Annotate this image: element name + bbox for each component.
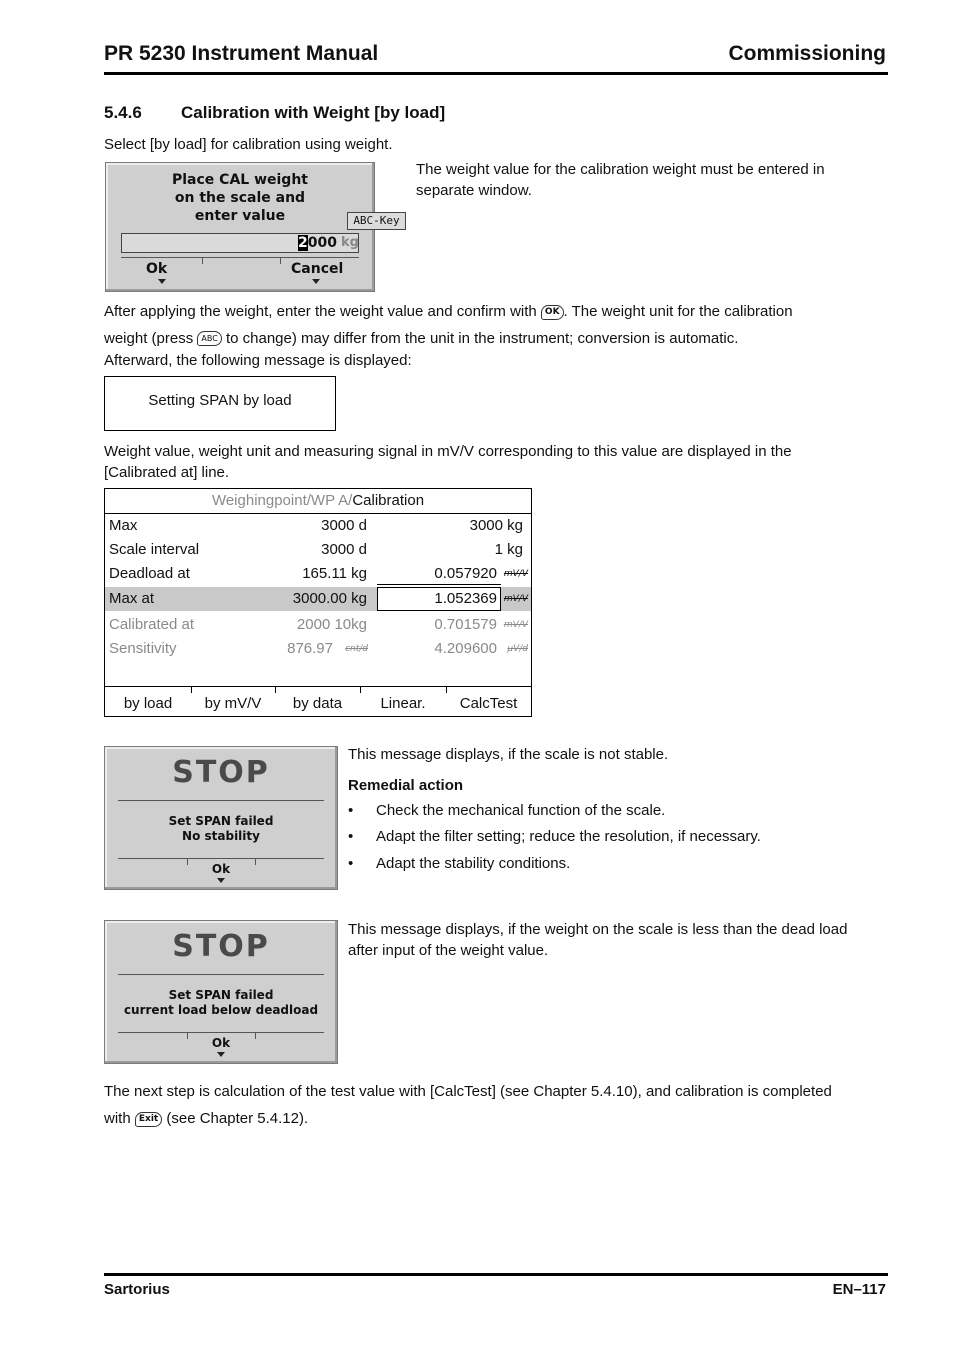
cal-weight-prompt [106,171,374,225]
list-item-text: Adapt the filter setting; reduce the resolution, if necessary. [376,828,761,845]
row-label: Max at [109,590,155,607]
softkey-calctest[interactable]: CalcTest [459,695,518,712]
softkey-divider [446,686,447,693]
softkey-by-data[interactable]: by data [292,695,343,712]
uv-per-d-icon: µV/d [507,644,528,654]
abc-key-icon: ABC [197,331,221,346]
row-label: Sensitivity [109,640,177,657]
row-value: 3000 d [321,517,367,534]
apply-text-1: After applying the weight, enter the weight value and confirm with [104,303,537,320]
list-item-text: Check the mechanical function of the scale. [376,802,666,819]
no-stability-text: This message displays, if the scale is not stable. [348,746,669,763]
softkey-rule [118,1032,324,1033]
row-label: Max [109,517,138,534]
footer-company: Sartorius [104,1281,170,1298]
list-item-text: Adapt the stability conditions. [376,855,571,872]
weight-unit: kg [341,235,359,250]
weight-window-note: The weight value for the calibration weight must be entered in separate window. [416,161,825,199]
table-row[interactable] [105,613,531,637]
softkey-by-mv-v[interactable]: by mV/V [204,695,262,712]
chapter-title: Commissioning [728,42,886,65]
stop-title: STOP [172,929,270,964]
row-value-2: 0.701579 [434,616,497,633]
span-message-text: Setting SPAN by load [148,392,292,409]
apply-text-4: to change) may differ from the unit in the instrument; conversion is automatic. [225,330,739,347]
mv-per-v-icon: mV/V [503,620,528,630]
below-deadload-text: This message displays, if the weight on the scale is less than the dead load after input of the weight value. [348,921,848,959]
row-value: 165.11 kg [302,565,367,582]
row-value: 3000.00 kg [292,590,367,607]
table-row[interactable] [105,562,531,586]
softkey-divider [280,257,281,264]
ok-key-icon: OK [541,305,564,320]
section-number: 5.4.6 [104,103,142,122]
ok-arrow-icon [217,1052,225,1057]
section-heading [104,103,445,123]
stop-message [105,814,337,844]
row-value: 2000 10kg [296,616,367,633]
stop-screen-below-deadload [104,920,338,1064]
prompt-line-2: on the scale and [174,190,306,206]
table-row[interactable] [105,538,531,562]
prompt-line-3: enter value [194,208,286,224]
ok-arrow-icon [158,279,166,284]
softkey-rule [121,257,359,258]
weight-value [298,234,337,252]
row-value-2: 0.057920 [434,565,497,582]
breadcrumb-path: Weighingpoint/WP A/ [211,492,353,509]
row-value-2: 3000 kg [469,517,523,534]
softkey-divider [202,257,203,264]
ok-arrow-icon [217,878,225,883]
row-label: Scale interval [109,541,200,558]
stop-screen-no-stability [104,746,338,890]
header-rule [104,72,888,75]
softkey-linear[interactable]: Linear. [380,695,426,712]
apply-text-2: . The weight unit for the calibration [563,303,793,320]
softkey-divider [275,686,276,693]
exit-key-icon: Exit [135,1112,162,1127]
section-title: Calibration with Weight [by load] [181,103,446,122]
next-step-line-2b: (see Chapter 5.4.12). [166,1110,309,1127]
table-row[interactable] [105,514,531,538]
softkey-by-load[interactable]: by load [123,695,173,712]
afterward-text: Afterward, the following message is displayed: [104,352,412,369]
cancel-arrow-icon [312,279,320,284]
table-row[interactable] [105,637,531,661]
cnt-per-d-icon: cnt/d [345,644,368,654]
softkey-divider [191,686,192,693]
span-message-box [104,376,336,431]
stop-message [105,988,337,1018]
divider [118,974,324,975]
softkey-rule [118,858,324,859]
stop-message-line-1: Set SPAN failed [168,814,274,828]
mv-per-v-icon: mV/V [503,594,528,604]
row-label: Calibrated at [109,616,195,633]
stop-message-line-2: No stability [182,829,260,843]
ok-softkey[interactable]: Ok [211,862,231,876]
mv-per-v-icon: mV/V [503,569,528,579]
row-value-2: 1.052369 [434,590,497,607]
weight-digits: 000 [307,235,337,251]
calibration-panel [104,488,532,717]
cal-weight-screen [105,162,375,292]
row-value-2: 1 kg [494,541,523,558]
prompt-line-1: Place CAL weight [172,172,308,188]
page-number: EN–117 [832,1281,886,1298]
remedial-heading: Remedial action [348,777,464,794]
intro-text: Select [by load] for calibration using weight. [104,136,393,153]
row-value-2: 4.209600 [434,640,497,657]
stop-title: STOP [172,755,270,790]
row-value: 876.97 [287,640,333,657]
next-step-line-1: The next step is calculation of the test value with [CalcTest] (see Chapter 5.4.10), and calibration is completed [104,1083,832,1100]
softkey-divider [360,686,361,693]
breadcrumb [105,489,531,514]
ok-softkey[interactable]: Ok [146,261,168,277]
softkey-rule [105,686,531,687]
table-row-selected[interactable] [105,587,531,611]
text-cursor: 2 [298,235,308,251]
abc-key-label: ABC-Key [347,212,406,230]
divider [118,800,324,801]
apply-weight-text [104,298,894,352]
breadcrumb-current: Calibration [352,492,425,509]
row-value: 3000 d [321,541,367,558]
footer-rule [104,1273,888,1276]
ok-softkey[interactable]: Ok [211,1036,231,1050]
stop-message-line-1: Set SPAN failed [168,988,274,1002]
cancel-softkey[interactable]: Cancel [291,261,344,277]
row-label: Deadload at [109,565,190,582]
apply-text-3: weight (press [104,330,194,347]
manual-title: PR 5230 Instrument Manual [104,42,379,65]
stop-message-line-2: current load below deadload [123,1003,319,1017]
weight-value-text: Weight value, weight unit and measuring signal in mV/V corresponding to this value are displayed in the [Calibrated at] line. [104,443,792,481]
next-step-line-2a: with [104,1110,131,1127]
next-step-text [104,1078,894,1132]
weight-input[interactable] [121,233,359,253]
